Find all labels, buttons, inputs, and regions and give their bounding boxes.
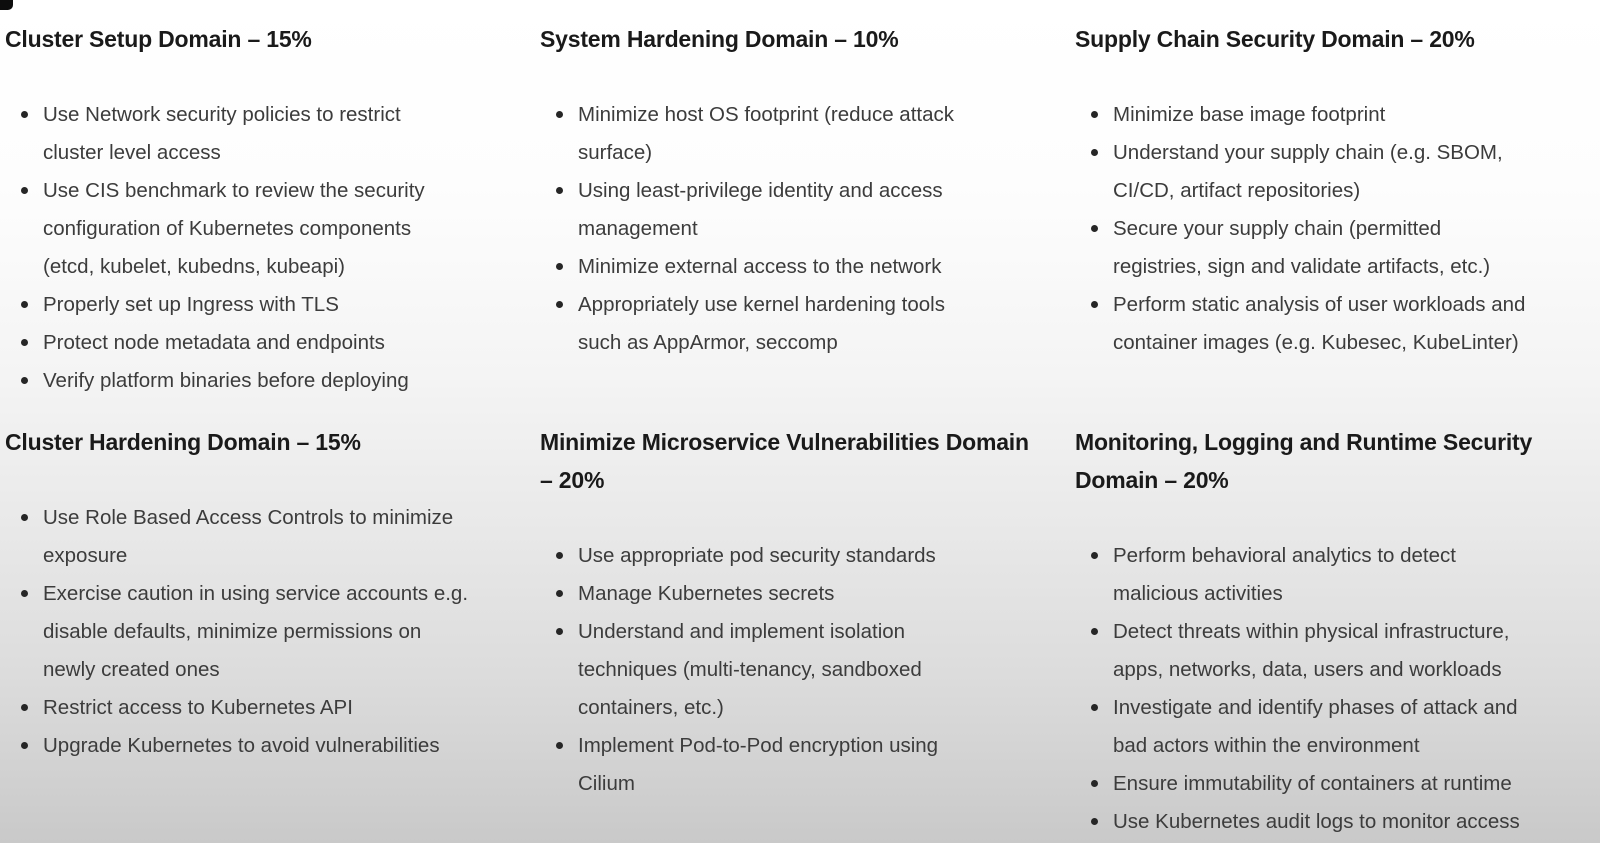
corner-artifact: [0, 0, 13, 10]
bullet-line: Ensure immutability of containers at runtime: [1113, 772, 1512, 795]
bullet-line: Appropriately use kernel hardening tools: [578, 293, 945, 316]
bullet-line: malicious activities: [1113, 582, 1283, 605]
bullet-list-minimize-microservice-vulnerabilities: [540, 537, 1045, 803]
bullet-list-cluster-hardening: [5, 499, 510, 765]
bullet-line: Implement Pod-to-Pod encryption using: [578, 734, 939, 757]
bullet-line: configuration of Kubernetes components: [43, 217, 412, 240]
section-heading-minimize-microservice-vulnerabilities: [540, 423, 1045, 499]
bullet-line: exposure: [43, 544, 128, 567]
bullet-line: CI/CD, artifact repositories): [1113, 179, 1361, 202]
section-minimize-microservice-vulnerabilities: [540, 423, 1045, 803]
bullet-line: Verify platform binaries before deploying: [43, 369, 409, 392]
bullet-item: [1113, 286, 1580, 362]
bullet-line: Use Network security policies to restrict: [43, 103, 401, 126]
heading-line: – 20%: [540, 467, 605, 493]
bullet-item: [43, 727, 510, 765]
bullet-line: Understand your supply chain (e.g. SBOM,: [1113, 141, 1503, 164]
bullet-line: Perform static analysis of user workloads and: [1113, 293, 1526, 316]
bullet-line: Use Kubernetes audit logs to monitor access: [1113, 810, 1520, 833]
section-heading-supply-chain-security: [1075, 20, 1580, 58]
bullet-line: Investigate and identify phases of attack and: [1113, 696, 1518, 719]
bullet-list-system-hardening: [540, 96, 1045, 362]
bullet-line: disable defaults, minimize permissions on: [43, 620, 422, 643]
bullet-line: bad actors within the environment: [1113, 734, 1420, 757]
bullet-line: containers, etc.): [578, 696, 724, 719]
bullet-item: [43, 96, 510, 172]
bullet-line: Using least-privilege identity and access: [578, 179, 943, 202]
heading-line: System Hardening Domain – 10%: [540, 26, 899, 52]
bullet-line: registries, sign and validate artifacts, etc.): [1113, 255, 1491, 278]
bullet-item: [1113, 613, 1580, 689]
section-heading-system-hardening: [540, 20, 1045, 58]
bullet-item: [1113, 210, 1580, 286]
bullet-item: [578, 96, 1045, 172]
bullet-line: Manage Kubernetes secrets: [578, 582, 835, 605]
bullet-item: [43, 575, 510, 689]
bullet-item: [43, 286, 510, 324]
bullet-item: [43, 324, 510, 362]
section-heading-cluster-hardening: [5, 423, 510, 461]
bullet-line: apps, networks, data, users and workloads: [1113, 658, 1502, 681]
bullet-line: Understand and implement isolation: [578, 620, 906, 643]
heading-line: Supply Chain Security Domain – 20%: [1075, 26, 1475, 52]
bullet-line: Secure your supply chain (permitted: [1113, 217, 1442, 240]
bullet-item: [1113, 537, 1580, 613]
bullet-line: cluster level access: [43, 141, 221, 164]
bullet-line: Minimize external access to the network: [578, 255, 942, 278]
bullet-line: such as AppArmor, seccomp: [578, 331, 838, 354]
section-cluster-setup: [5, 20, 510, 400]
section-heading-monitoring-logging-runtime-security: [1075, 423, 1580, 499]
heading-line: Cluster Hardening Domain – 15%: [5, 429, 361, 455]
section-heading-cluster-setup: [5, 20, 510, 58]
bullet-line: container images (e.g. Kubesec, KubeLinter): [1113, 331, 1519, 354]
bullet-line: management: [578, 217, 698, 240]
bullet-list-supply-chain-security: [1075, 96, 1580, 362]
section-supply-chain-security: [1075, 20, 1580, 362]
heading-line: Monitoring, Logging and Runtime Security: [1075, 429, 1533, 455]
bullet-line: Perform behavioral analytics to detect: [1113, 544, 1456, 567]
bullet-line: surface): [578, 141, 653, 164]
bullet-line: Upgrade Kubernetes to avoid vulnerabilities: [43, 734, 440, 757]
bullet-item: [1113, 765, 1580, 803]
bullet-item: [578, 248, 1045, 286]
bullet-line: newly created ones: [43, 658, 220, 681]
bullet-item: [578, 537, 1045, 575]
bullet-line: techniques (multi-tenancy, sandboxed: [578, 658, 922, 681]
section-system-hardening: [540, 20, 1045, 362]
section-monitoring-logging-runtime-security: [1075, 423, 1580, 841]
bullet-item: [578, 286, 1045, 362]
bullet-item: [578, 727, 1045, 803]
heading-line: Cluster Setup Domain – 15%: [5, 26, 312, 52]
bullet-item: [1113, 96, 1580, 134]
heading-line: Domain – 20%: [1075, 467, 1229, 493]
bullet-item: [578, 613, 1045, 727]
bullet-item: [578, 575, 1045, 613]
heading-line: Minimize Microservice Vulnerabilities Domain: [540, 429, 1029, 455]
bullet-line: Cilium: [578, 772, 635, 795]
bullet-list-cluster-setup: [5, 96, 510, 400]
bullet-line: Use Role Based Access Controls to minimize: [43, 506, 454, 529]
bullet-line: Minimize host OS footprint (reduce attack: [578, 103, 954, 126]
bullet-line: Minimize base image footprint: [1113, 103, 1386, 126]
bullet-line: Properly set up Ingress with TLS: [43, 293, 339, 316]
bullet-line: (etcd, kubelet, kubedns, kubeapi): [43, 255, 345, 278]
bullet-line: Detect threats within physical infrastructure,: [1113, 620, 1510, 643]
bullet-item: [43, 172, 510, 286]
bullet-item: [43, 689, 510, 727]
bullet-line: Use CIS benchmark to review the security: [43, 179, 425, 202]
bullet-item: [578, 172, 1045, 248]
bullet-item: [1113, 134, 1580, 210]
bullet-item: [1113, 803, 1580, 841]
bullet-line: Protect node metadata and endpoints: [43, 331, 385, 354]
bullet-line: Use appropriate pod security standards: [578, 544, 936, 567]
bullet-list-monitoring-logging-runtime-security: [1075, 537, 1580, 841]
bullet-line: Exercise caution in using service accounts e.g.: [43, 582, 469, 605]
bullet-item: [43, 362, 510, 400]
bullet-item: [1113, 689, 1580, 765]
section-cluster-hardening: [5, 423, 510, 765]
bullet-line: Restrict access to Kubernetes API: [43, 696, 353, 719]
bullet-item: [43, 499, 510, 575]
